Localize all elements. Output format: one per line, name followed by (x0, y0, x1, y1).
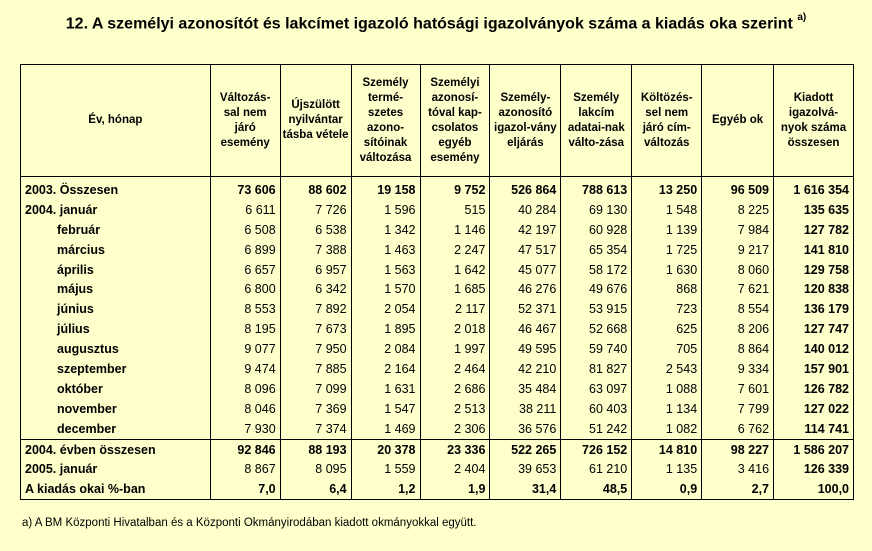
table-cell: 59 740 (561, 339, 632, 359)
table-cell: 2 513 (420, 399, 490, 419)
table-row (21, 459, 854, 479)
table-cell: 7 374 (280, 419, 351, 439)
table-cell: 723 (632, 299, 702, 319)
header-identifier-change: Személy termé-szetes azono-sítóinak változása (351, 65, 420, 177)
table-cell: 8 553 (210, 299, 280, 319)
header-id-card-procedure: Személy-azonosító igazol-vány eljárás (490, 65, 561, 177)
table-cell: 2 686 (420, 379, 490, 399)
table-row (21, 220, 854, 240)
cell-total: 126 339 (774, 459, 854, 479)
table-cell: 51 242 (561, 419, 632, 439)
table-cell: 868 (632, 279, 702, 299)
table-cell: 60 928 (561, 220, 632, 240)
table-cell: 526 864 (490, 177, 561, 200)
table-cell: 6 611 (210, 200, 280, 220)
cell-total: 129 758 (774, 260, 854, 280)
cell-total: 136 179 (774, 299, 854, 319)
cell-total: 157 901 (774, 359, 854, 379)
table-cell: 515 (420, 200, 490, 220)
cell-total: 114 741 (774, 419, 854, 439)
table-cell: 2 164 (351, 359, 420, 379)
table-cell: 0,9 (632, 479, 702, 499)
table-body (21, 177, 854, 500)
table-cell: 46 276 (490, 279, 561, 299)
table-cell: 45 077 (490, 260, 561, 280)
table-cell: 1 135 (632, 459, 702, 479)
cell-total: 1 616 354 (774, 177, 854, 200)
table-cell: 9 077 (210, 339, 280, 359)
table-cell: 1 134 (632, 399, 702, 419)
table-cell: 7 601 (702, 379, 774, 399)
table-cell: 2 018 (420, 319, 490, 339)
table-cell: 14 810 (632, 439, 702, 459)
table-cell: 6 508 (210, 220, 280, 240)
row-label: november (21, 399, 211, 419)
cell-total: 126 782 (774, 379, 854, 399)
table-cell: 7,0 (210, 479, 280, 499)
table-cell: 8 046 (210, 399, 280, 419)
table-cell: 8 060 (702, 260, 774, 280)
table-cell: 7 930 (210, 419, 280, 439)
table-cell: 8 206 (702, 319, 774, 339)
table-cell: 7 621 (702, 279, 774, 299)
table-cell: 2 084 (351, 339, 420, 359)
title-footnote-mark: a) (797, 12, 807, 23)
table-cell: 7 726 (280, 200, 351, 220)
header-total-issued: Kiadott igazolvá-nyok száma összesen (774, 65, 854, 177)
table-cell: 6 957 (280, 260, 351, 280)
table-cell: 1 596 (351, 200, 420, 220)
header-newborn-registration: Újszülött nyilvántar tásba vétele (280, 65, 351, 177)
table-cell: 1 997 (420, 339, 490, 359)
table-cell: 63 097 (561, 379, 632, 399)
table-cell: 61 210 (561, 459, 632, 479)
table-cell: 9 334 (702, 359, 774, 379)
table-cell: 60 403 (561, 399, 632, 419)
table-cell: 1 139 (632, 220, 702, 240)
table-cell: 1 685 (420, 279, 490, 299)
header-row (21, 65, 854, 177)
row-label: április (21, 260, 211, 280)
table-cell: 39 653 (490, 459, 561, 479)
table-cell: 2 117 (420, 299, 490, 319)
table-cell: 23 336 (420, 439, 490, 459)
table-cell: 8 225 (702, 200, 774, 220)
footnote: a) A BM Központi Hivatalban és a Központi Okmányirodában kiadott okmányokkal együtt. (22, 517, 477, 529)
row-label: 2003. Összesen (21, 177, 211, 200)
table-cell: 38 211 (490, 399, 561, 419)
table-cell: 6,4 (280, 479, 351, 499)
table-cell: 2 404 (420, 459, 490, 479)
cell-total: 120 838 (774, 279, 854, 299)
header-no-change-event: Változás-sal nem járó esemény (210, 65, 280, 177)
table-cell: 7 673 (280, 319, 351, 339)
table-cell: 1 342 (351, 220, 420, 240)
table-cell: 625 (632, 319, 702, 339)
table-cell: 1 631 (351, 379, 420, 399)
header-address-change: Személy lakcím adatai-nak válto-zása (561, 65, 632, 177)
table-cell: 705 (632, 339, 702, 359)
row-label: augusztus (21, 339, 211, 359)
table-cell: 42 210 (490, 359, 561, 379)
table-cell: 1 082 (632, 419, 702, 439)
table-cell: 19 158 (351, 177, 420, 200)
table-row (21, 279, 854, 299)
table-cell: 1 463 (351, 240, 420, 260)
cell-total: 140 012 (774, 339, 854, 359)
table-cell: 2 306 (420, 419, 490, 439)
table-cell: 7 369 (280, 399, 351, 419)
table-cell: 1 642 (420, 260, 490, 280)
table-cell: 1 547 (351, 399, 420, 419)
table-cell: 8 096 (210, 379, 280, 399)
table-title-text: 12. A személyi azonosítót és lakcímet igazoló hatósági igazolványok száma a kiadás oka szerint (65, 15, 793, 33)
table-cell: 40 284 (490, 200, 561, 220)
row-label: szeptember (21, 359, 211, 379)
table-cell: 522 265 (490, 439, 561, 459)
table-cell: 35 484 (490, 379, 561, 399)
table-row (21, 177, 854, 200)
table-cell: 6 762 (702, 419, 774, 439)
table-cell: 788 613 (561, 177, 632, 200)
table-row (21, 379, 854, 399)
row-label: december (21, 419, 211, 439)
table-cell: 73 606 (210, 177, 280, 200)
table-cell: 36 576 (490, 419, 561, 439)
table-cell: 31,4 (490, 479, 561, 499)
row-label: A kiadás okai %-ban (21, 479, 211, 499)
header-other-reason: Egyéb ok (702, 65, 774, 177)
row-label: március (21, 240, 211, 260)
table-cell: 1 469 (351, 419, 420, 439)
table-cell: 88 602 (280, 177, 351, 200)
table-cell: 1 088 (632, 379, 702, 399)
table-cell: 8 864 (702, 339, 774, 359)
table-row (21, 439, 854, 459)
table-cell: 47 517 (490, 240, 561, 260)
table-row (21, 299, 854, 319)
table-cell: 1 895 (351, 319, 420, 339)
table-cell: 69 130 (561, 200, 632, 220)
statistics-table (20, 64, 854, 500)
table-cell: 8 195 (210, 319, 280, 339)
table-cell: 92 846 (210, 439, 280, 459)
table-cell: 7 892 (280, 299, 351, 319)
table-cell: 6 899 (210, 240, 280, 260)
table-cell: 1 725 (632, 240, 702, 260)
table-cell: 1,9 (420, 479, 490, 499)
table-cell: 9 752 (420, 177, 490, 200)
table-cell: 42 197 (490, 220, 561, 240)
table-cell: 1 630 (632, 260, 702, 280)
table-cell: 98 227 (702, 439, 774, 459)
table-row (21, 319, 854, 339)
table-cell: 8 554 (702, 299, 774, 319)
header-other-identifier-event: Személyi azonosí-tóval kap-csolatos egyéb esemény (420, 65, 490, 177)
table-row (21, 419, 854, 439)
table-cell: 65 354 (561, 240, 632, 260)
row-label: október (21, 379, 211, 399)
table-cell: 52 668 (561, 319, 632, 339)
row-label: 2004. január (21, 200, 211, 220)
table-row (21, 359, 854, 379)
table-cell: 3 416 (702, 459, 774, 479)
row-label: 2004. évben összesen (21, 439, 211, 459)
row-label: május (21, 279, 211, 299)
table-row (21, 399, 854, 419)
table-cell: 1,2 (351, 479, 420, 499)
table-cell: 2,7 (702, 479, 774, 499)
table-cell: 7 099 (280, 379, 351, 399)
cell-total: 1 586 207 (774, 439, 854, 459)
row-label: 2005. január (21, 459, 211, 479)
table-cell: 6 657 (210, 260, 280, 280)
row-label: február (21, 220, 211, 240)
table-cell: 8 095 (280, 459, 351, 479)
table-cell: 726 152 (561, 439, 632, 459)
table-cell: 9 217 (702, 240, 774, 260)
cell-total: 100,0 (774, 479, 854, 499)
table-title (0, 14, 872, 33)
table-cell: 2 543 (632, 359, 702, 379)
table-cell: 49 676 (561, 279, 632, 299)
table-row (21, 240, 854, 260)
table-cell: 88 193 (280, 439, 351, 459)
table-cell: 2 464 (420, 359, 490, 379)
table-cell: 7 984 (702, 220, 774, 240)
row-label: július (21, 319, 211, 339)
table-row (21, 200, 854, 220)
table-cell: 1 563 (351, 260, 420, 280)
table-cell: 7 885 (280, 359, 351, 379)
table-cell: 7 799 (702, 399, 774, 419)
cell-total: 141 810 (774, 240, 854, 260)
table-cell: 2 054 (351, 299, 420, 319)
table-cell: 9 474 (210, 359, 280, 379)
cell-total: 135 635 (774, 200, 854, 220)
table-cell: 1 559 (351, 459, 420, 479)
table-cell: 1 146 (420, 220, 490, 240)
table-cell: 6 800 (210, 279, 280, 299)
table-cell: 48,5 (561, 479, 632, 499)
table-cell: 1 548 (632, 200, 702, 220)
table-row (21, 479, 854, 499)
table-cell: 81 827 (561, 359, 632, 379)
table-row (21, 339, 854, 359)
table-cell: 7 950 (280, 339, 351, 359)
table-cell: 58 172 (561, 260, 632, 280)
table-cell: 13 250 (632, 177, 702, 200)
header-year-month: Év, hónap (21, 65, 211, 177)
table-cell: 8 867 (210, 459, 280, 479)
table-cell: 96 509 (702, 177, 774, 200)
table-cell: 6 342 (280, 279, 351, 299)
table-cell: 6 538 (280, 220, 351, 240)
table-cell: 52 371 (490, 299, 561, 319)
header-address-change-no-move: Költözés-sel nem járó cím-változás (632, 65, 702, 177)
table-cell: 1 570 (351, 279, 420, 299)
row-label: június (21, 299, 211, 319)
cell-total: 127 022 (774, 399, 854, 419)
cell-total: 127 747 (774, 319, 854, 339)
table-cell: 7 388 (280, 240, 351, 260)
table-cell: 53 915 (561, 299, 632, 319)
table-row (21, 260, 854, 280)
cell-total: 127 782 (774, 220, 854, 240)
table-cell: 49 595 (490, 339, 561, 359)
table-cell: 46 467 (490, 319, 561, 339)
table-cell: 2 247 (420, 240, 490, 260)
table-cell: 20 378 (351, 439, 420, 459)
